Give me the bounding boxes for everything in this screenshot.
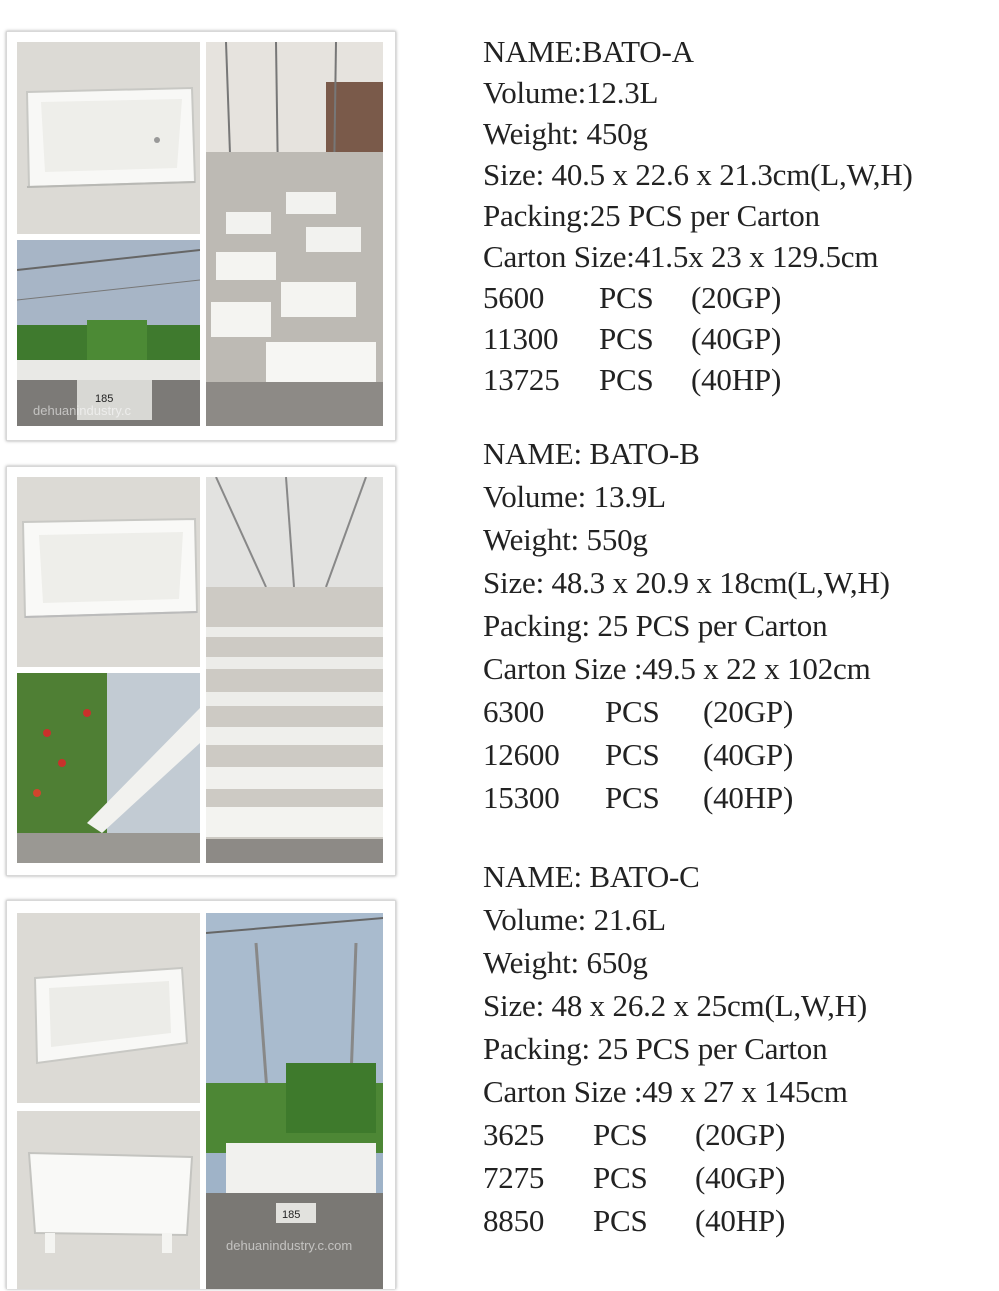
photo-tray-c-top xyxy=(17,913,200,1103)
loading-unit: PCS xyxy=(593,1160,648,1195)
product-name: NAME: BATO-C xyxy=(483,859,700,894)
photo-panel-bato-b xyxy=(6,466,396,876)
photo-strawberry-b-gutter xyxy=(17,673,200,863)
product-packing: Packing:25 PCS per Carton xyxy=(483,198,820,233)
product-weight: Weight: 650g xyxy=(483,945,648,980)
loading-qty: 7275 xyxy=(483,1160,545,1195)
spec-block-bato-a xyxy=(483,31,983,400)
product-size: Size: 48.3 x 20.9 x 18cm(L,W,H) xyxy=(483,565,890,600)
product-packing: Packing: 25 PCS per Carton xyxy=(483,1031,828,1066)
loading-unit: PCS xyxy=(605,694,660,729)
loading-container: (40HP) xyxy=(691,362,782,397)
product-size: Size: 40.5 x 22.6 x 21.3cm(L,W,H) xyxy=(483,157,913,192)
photo-strawberry-c-trolley xyxy=(206,913,383,1289)
product-name: NAME: BATO-B xyxy=(483,436,700,471)
loading-qty: 6300 xyxy=(483,694,545,729)
loading-container: (20GP) xyxy=(703,694,794,729)
loading-unit: PCS xyxy=(593,1117,648,1152)
photo-panel-bato-c xyxy=(6,900,396,1289)
loading-unit: PCS xyxy=(605,780,660,815)
loading-unit: PCS xyxy=(599,362,654,397)
product-size: Size: 48 x 26.2 x 25cm(L,W,H) xyxy=(483,988,867,1023)
photo-greenhouse-a-rows xyxy=(206,42,383,426)
product-carton-size: Carton Size:41.5x 23 x 129.5cm xyxy=(483,239,879,274)
product-volume: Volume: 13.9L xyxy=(483,479,666,514)
product-name: NAME:BATO-A xyxy=(483,34,694,69)
loading-row xyxy=(483,277,983,318)
loading-row xyxy=(483,1156,983,1199)
photo-strawberry-a-hanging xyxy=(17,240,200,426)
photo-tray-c-side xyxy=(17,1111,200,1289)
loading-qty: 13725 xyxy=(483,362,560,397)
loading-qty: 12600 xyxy=(483,737,560,772)
spec-block-bato-b xyxy=(483,432,983,819)
loading-container: (20GP) xyxy=(695,1117,786,1152)
photo-tray-b-empty xyxy=(17,477,200,667)
product-weight: Weight: 550g xyxy=(483,522,648,557)
tray-tag-a: 185 xyxy=(95,393,114,405)
watermark-c: dehuanindustry.c.com xyxy=(226,1238,353,1253)
loading-unit: PCS xyxy=(599,280,654,315)
loading-container: (40HP) xyxy=(695,1203,786,1238)
watermark-a: dehuanindustry.c xyxy=(33,403,132,418)
loading-row xyxy=(483,1199,983,1242)
loading-qty: 8850 xyxy=(483,1203,545,1238)
photo-tray-a-empty xyxy=(17,42,200,234)
loading-qty: 5600 xyxy=(483,280,545,315)
loading-container: (20GP) xyxy=(691,280,782,315)
photo-panel-bato-a xyxy=(6,31,396,441)
tray-tag-c: 185 xyxy=(282,1209,301,1221)
loading-qty: 15300 xyxy=(483,780,560,815)
photo-greenhouse-b-rows xyxy=(206,477,383,863)
loading-row xyxy=(483,733,983,776)
loading-row xyxy=(483,318,983,359)
product-carton-size: Carton Size :49.5 x 22 x 102cm xyxy=(483,651,871,686)
loading-unit: PCS xyxy=(593,1203,648,1238)
loading-row xyxy=(483,776,983,819)
product-weight: Weight: 450g xyxy=(483,116,648,151)
product-volume: Volume: 21.6L xyxy=(483,902,666,937)
loading-row xyxy=(483,359,983,400)
loading-container: (40GP) xyxy=(695,1160,786,1195)
loading-qty: 11300 xyxy=(483,321,559,356)
loading-unit: PCS xyxy=(599,321,654,356)
loading-unit: PCS xyxy=(605,737,660,772)
loading-container: (40HP) xyxy=(703,780,794,815)
loading-container: (40GP) xyxy=(691,321,782,356)
product-volume: Volume:12.3L xyxy=(483,75,659,110)
loading-qty: 3625 xyxy=(483,1117,545,1152)
product-carton-size: Carton Size :49 x 27 x 145cm xyxy=(483,1074,848,1109)
loading-row xyxy=(483,1113,983,1156)
loading-container: (40GP) xyxy=(703,737,794,772)
loading-row xyxy=(483,690,983,733)
product-packing: Packing: 25 PCS per Carton xyxy=(483,608,828,643)
spec-block-bato-c xyxy=(483,855,983,1242)
